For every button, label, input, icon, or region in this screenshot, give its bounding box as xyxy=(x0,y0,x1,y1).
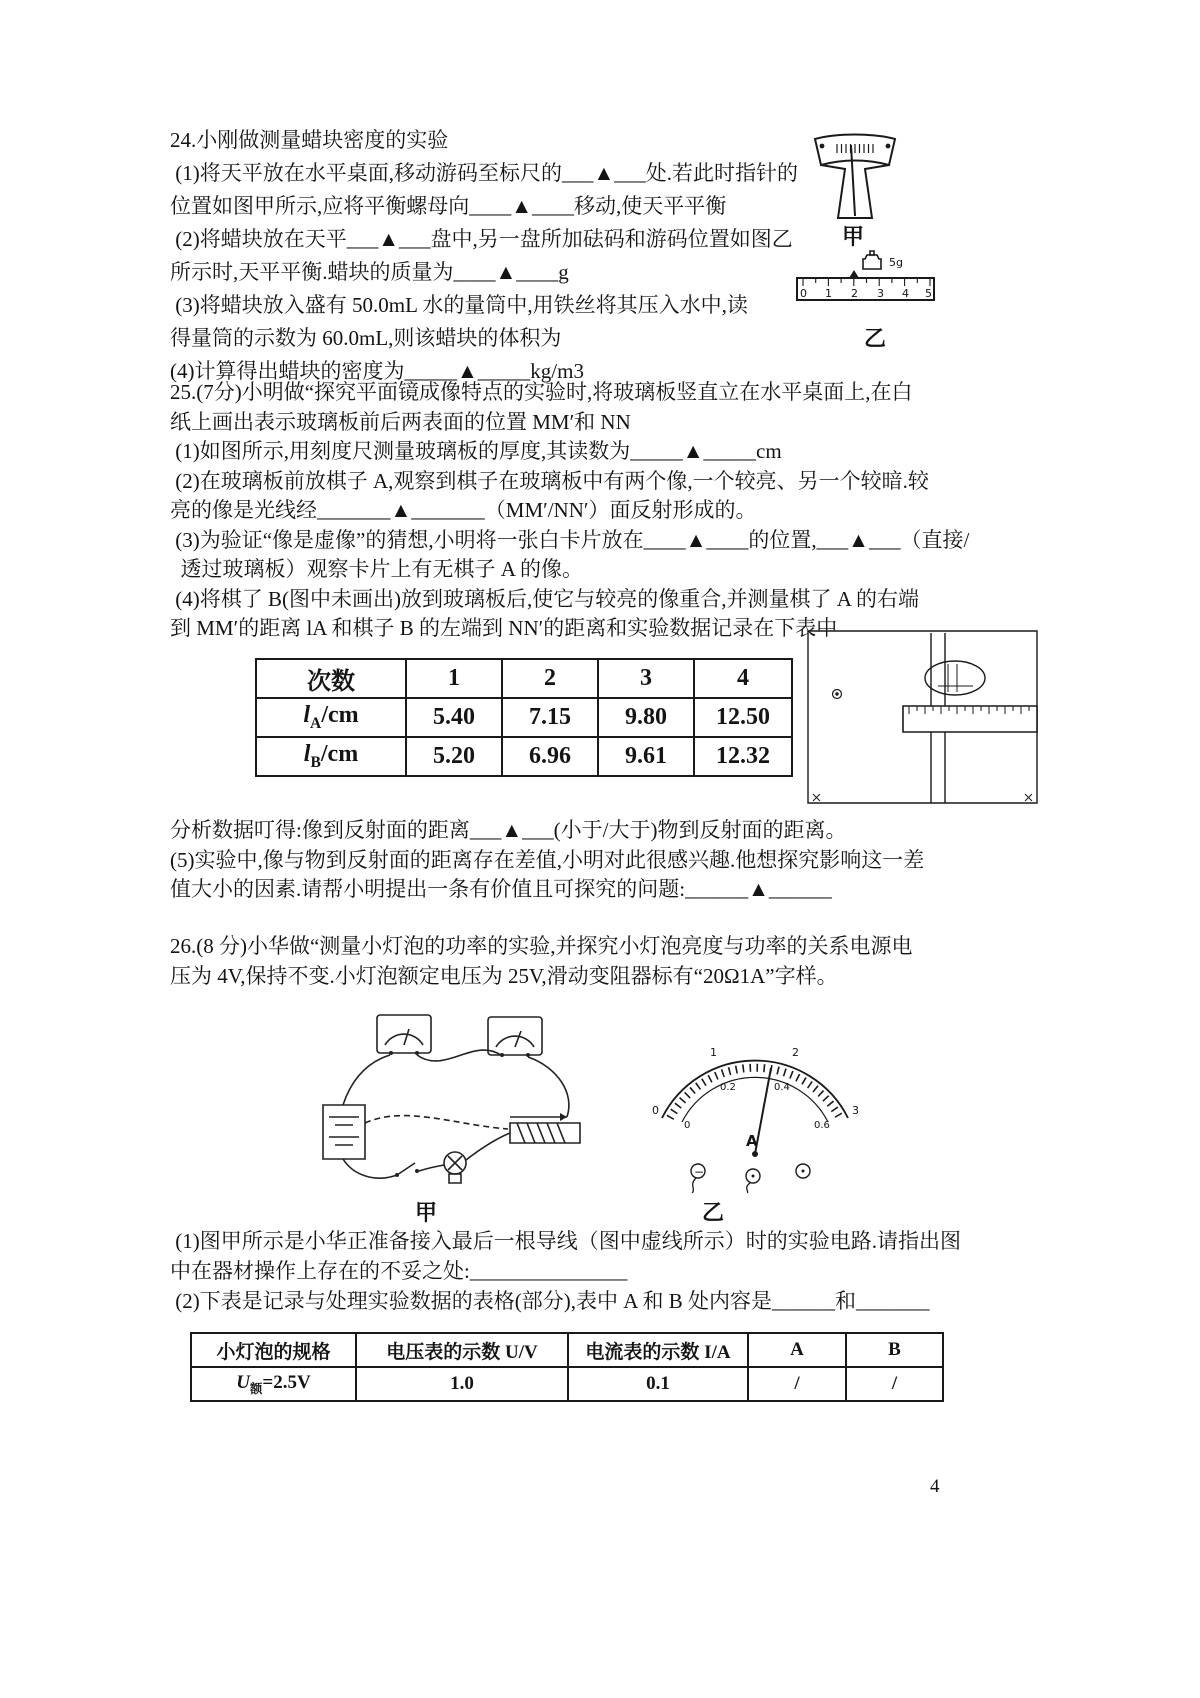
magnifier-callout xyxy=(925,661,985,695)
table-header-cell: 小灯泡的规格 xyxy=(191,1333,356,1367)
scale-number: 4 xyxy=(902,287,909,300)
text-line: 到 MM′的距离 lA 和棋子 B 的左端到 NN′的距离和实验数据记录在下表中 xyxy=(170,616,838,640)
q25-measurement-table xyxy=(255,658,793,777)
row-label-cell xyxy=(256,698,406,737)
table-row xyxy=(256,737,792,776)
text-line: (2)在玻璃板前放棋子 A,观察到棋子在玻璃板中有两个像,一个较亮、另一个较暗.较 xyxy=(170,468,929,493)
table-cell: 0.1 xyxy=(568,1367,748,1401)
text-line: 位置如图甲所示,应将平衡螺母向____▲____移动,使天平平衡 xyxy=(170,194,727,218)
question-26-title: 26.(8 分)小华做“测量小灯泡的功率的实验,并探究小灯泡亮度与功率的关系电源电 xyxy=(170,934,913,958)
dial-screw-left xyxy=(820,144,825,149)
quantity-unit: /cm xyxy=(320,741,359,768)
balance-pointer-figure xyxy=(805,132,905,224)
scale-number: 1 xyxy=(825,287,832,300)
rider-marker xyxy=(849,270,859,278)
text-line: (3)将蜡块放入盛有 50.0mL 水的量筒中,用铁丝将其压入水中,读 xyxy=(170,293,748,317)
table-header-row xyxy=(191,1333,943,1367)
wire xyxy=(419,1165,444,1171)
table-cell: 9.61 xyxy=(598,737,694,776)
text-line: 得量筒的示数为 60.0mL,则该蜡块的体积为 xyxy=(170,326,562,350)
text-line: (2)下表是记录与处理实验数据的表格(部分),表中 A 和 B 处内容是______和_______ xyxy=(170,1289,930,1313)
table-header-cell: 1 xyxy=(406,659,502,698)
wire xyxy=(343,1055,390,1105)
table-header-cell: 4 xyxy=(694,659,792,698)
table-header-cell: 次数 xyxy=(256,659,406,698)
text-line: 纸上画出表示玻璃板前后两表面的位置 MM′和 NN xyxy=(170,409,631,434)
table-cell: 6.96 xyxy=(502,737,598,776)
question-25-analysis-block xyxy=(170,816,924,905)
dial-screw-right xyxy=(886,144,891,149)
scale-number: 3 xyxy=(877,287,884,300)
table-row xyxy=(256,698,792,737)
needle-pivot xyxy=(752,1151,758,1157)
text-line: (4)将棋了 B(图中未画出)放到玻璃板后,使它与较亮的像重合,并测量棋了 A 的右端 xyxy=(170,586,919,611)
text-line: (4)计算得出蜡块的密度为_____▲_____kg/m3 xyxy=(170,359,584,383)
quantity-value: =2.5V xyxy=(262,1371,311,1393)
ammeter-dial-figure xyxy=(640,1028,870,1193)
scale-number: 0 xyxy=(800,287,807,300)
quantity-symbol: l xyxy=(303,741,311,768)
scale-label: 1 xyxy=(710,1046,717,1059)
quantity-subscript: 额 xyxy=(250,1381,263,1396)
scale-number: 5 xyxy=(925,287,932,300)
scale-number: 2 xyxy=(851,287,858,300)
scale-label: 0 xyxy=(684,1120,691,1131)
text-line: 所示时,天平平衡.蜡块的质量为____▲____g xyxy=(170,260,569,284)
dial-tick-marks xyxy=(837,144,873,153)
text-line: (1)将天平放在水平桌面,移动游码至标尺的___▲___处.若此时指针的 xyxy=(170,161,799,185)
quantity-symbol: l xyxy=(303,702,311,729)
scale-label: 0.4 xyxy=(774,1082,790,1093)
quantity-symbol: U xyxy=(236,1371,251,1393)
circuit-diagram-figure xyxy=(305,1005,615,1200)
inner-arc xyxy=(682,1077,828,1122)
dashed-wire xyxy=(365,1116,508,1129)
question-26-block xyxy=(170,932,913,991)
table-header-cell: A xyxy=(748,1333,846,1367)
beam-scale-figure xyxy=(793,248,943,320)
circuit-figure-label: 甲 xyxy=(415,1200,438,1225)
ammeter-figure-label: 乙 xyxy=(702,1200,725,1225)
table-cell: 12.50 xyxy=(694,698,792,737)
table-cell: 5.40 xyxy=(406,698,502,737)
corner-mark xyxy=(813,794,820,801)
quantity-unit: /cm xyxy=(321,702,359,729)
table-header-cell: B xyxy=(846,1333,943,1367)
table-cell: / xyxy=(846,1367,943,1401)
scale-label: 0.2 xyxy=(720,1082,736,1093)
glass-thickness-ruler-figure xyxy=(805,628,1040,806)
lead-wire xyxy=(742,1183,750,1193)
quantity-subscript: A xyxy=(310,714,322,732)
scale-label: 0 xyxy=(652,1104,659,1117)
ammeter-unit-label: A xyxy=(746,1132,758,1150)
lead-wire xyxy=(686,1178,696,1193)
row-label-cell xyxy=(191,1367,356,1401)
battery-icon xyxy=(323,1105,365,1159)
table-cell: 1.0 xyxy=(356,1367,568,1401)
switch-icon xyxy=(397,1163,415,1175)
text-line: 透过玻璃板）观察卡片上有无棋子 A 的像。 xyxy=(170,557,584,581)
text-line: 压为 4V,保持不变.小灯泡额定电压为 25V,滑动变阻器标有“20Ω1A”字样。 xyxy=(170,963,838,988)
table-header-row xyxy=(256,659,792,698)
text-line: 中在器材操作上存在的不妥之处:_______________ xyxy=(170,1259,628,1283)
page-number: 4 xyxy=(930,1476,940,1497)
table-cell: / xyxy=(748,1367,846,1401)
table-header-cell: 电压表的示数 U/V xyxy=(356,1333,568,1367)
corner-mark xyxy=(1025,794,1032,801)
text-line: (1)如图所示,用刻度尺测量玻璃板的厚度,其读数为_____▲_____cm xyxy=(170,439,782,463)
scale-label: 0.6 xyxy=(814,1120,830,1131)
question-24-title: 24.小刚做测量蜡块密度的实验 xyxy=(170,128,449,152)
question-26-subparts-block xyxy=(170,1226,961,1316)
question-24-block xyxy=(170,124,798,388)
question-25-title: 25.(7分)小明做“探究平面镜成像特点的实验时,将玻璃板竖直立在水平桌面上,在白 xyxy=(170,380,913,404)
text-line: 值大小的因素.请帮小明提出一条有价值且可探究的问题:______▲______ xyxy=(170,877,832,901)
terminal-minus-label: − xyxy=(694,1165,705,1179)
ruler-body xyxy=(903,706,1037,732)
text-line: 分析数据叮得:像到反射面的距离___▲___(小于/大于)物到反射面的距离。 xyxy=(170,818,847,842)
wire xyxy=(528,1057,569,1117)
table-cell: 9.80 xyxy=(598,698,694,737)
question-25-block xyxy=(170,378,969,644)
tick-band xyxy=(670,1068,840,1118)
table-header-cell: 电流表的示数 I/A xyxy=(568,1333,748,1367)
table-header-cell: 3 xyxy=(598,659,694,698)
weight-icon xyxy=(863,255,881,269)
weight-mass-label: 5g xyxy=(889,256,903,269)
q26-data-table xyxy=(190,1332,944,1402)
scale-label: 3 xyxy=(852,1104,859,1117)
text-line: (2)将蜡块放在天平___▲___盘中,另一盘所加砝码和游码位置如图乙 xyxy=(170,227,793,251)
wire xyxy=(343,1159,397,1178)
scale-label: 2 xyxy=(792,1046,799,1059)
ruler-tick-marks xyxy=(803,278,930,286)
table-cell: 12.32 xyxy=(694,737,792,776)
table-cell: 7.15 xyxy=(502,698,598,737)
quantity-subscript: B xyxy=(310,753,321,771)
table-row xyxy=(191,1367,943,1401)
text-line: (5)实验中,像与物到反射面的距离存在差值,小明对此很感兴趣.他想探究影响这一差 xyxy=(170,847,925,872)
text-line: (1)图甲所示是小华正准备接入最后一根导线（图中虚线所示）时的实验电路.请指出图 xyxy=(170,1229,961,1253)
wire xyxy=(466,1133,510,1160)
row-label-cell xyxy=(256,737,406,776)
table-cell: 5.20 xyxy=(406,737,502,776)
figure-yi-label: 乙 xyxy=(864,326,887,351)
text-line: (3)为验证“像是虚像”的猜想,小明将一张白卡片放在____▲____的位置,___▲___（直接/ xyxy=(170,527,970,552)
table-header-cell: 2 xyxy=(502,659,598,698)
text-line: 亮的像是光线经_______▲_______（MM′/NN′）面反射形成的。 xyxy=(170,498,757,522)
figure-jia-label: 甲 xyxy=(842,224,865,249)
